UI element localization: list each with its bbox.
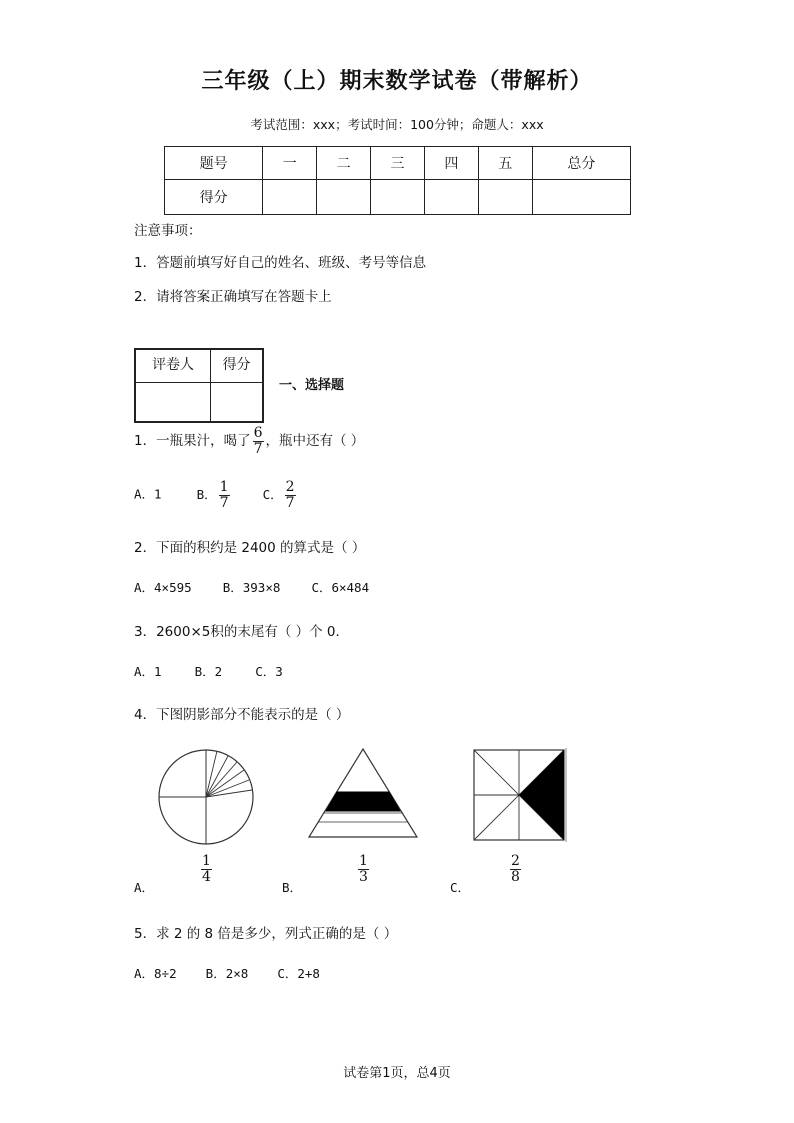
grader-cell[interactable] (135, 382, 211, 422)
denominator: 8 (511, 868, 520, 885)
question-5-options (134, 964, 320, 982)
question-text: 1．一瓶果汁，喝了 (134, 433, 251, 450)
score-cell[interactable] (424, 180, 478, 215)
fraction (201, 854, 212, 884)
option-c[interactable]: C．3 (255, 664, 283, 679)
option-b-label[interactable]: B． (282, 880, 303, 895)
score-header-cell: 五 (478, 147, 532, 180)
question-2-options (134, 578, 369, 596)
score-header-cell: 二 (317, 147, 371, 180)
option-a[interactable]: A．1 (134, 486, 162, 502)
score-header-cell: 四 (424, 147, 478, 180)
score-header-cell: 一 (263, 147, 317, 180)
fraction (285, 480, 296, 510)
score-cell[interactable] (317, 180, 371, 215)
numerator: 2 (285, 479, 295, 495)
score-table (164, 146, 631, 215)
grader-score-cell[interactable] (211, 382, 263, 422)
question-2: 2．下面的积约是 2400 的算式是（ ） (134, 540, 366, 556)
note-item: 2．请将答案正确填写在答题卡上 (134, 289, 332, 305)
notes-heading: 注意事项： (134, 223, 202, 239)
numerator: 1 (359, 853, 368, 869)
numerator: 1 (219, 479, 229, 495)
score-cell[interactable] (263, 180, 317, 215)
score-cell[interactable] (371, 180, 425, 215)
score-cell[interactable] (478, 180, 532, 215)
denominator: 7 (285, 494, 295, 511)
numerator: 6 (253, 425, 263, 441)
option-b[interactable]: B．2×8 (205, 966, 249, 981)
question-3-options (134, 662, 283, 680)
note-item: 1．答题前填写好自己的姓名、班级、考号等信息 (134, 255, 427, 271)
fraction (510, 854, 521, 884)
denominator: 3 (359, 868, 368, 885)
option-c[interactable]: C．6×484 (311, 580, 370, 595)
figure-a-circle (155, 748, 259, 846)
option-a[interactable]: A．1 (134, 664, 162, 679)
numerator: 2 (511, 853, 520, 869)
grader-table (134, 348, 264, 423)
option-b[interactable] (196, 479, 232, 511)
question-3: 3．2600×5积的末尾有（ ）个 0． (134, 624, 350, 640)
option-a-fraction (199, 854, 214, 884)
option-c-label[interactable]: C． (450, 880, 471, 895)
numerator: 1 (202, 853, 211, 869)
option-c[interactable] (262, 479, 298, 511)
question-5: 5．求 2 的 8 倍是多少，列式正确的是（ ） (134, 926, 398, 942)
score-row-label: 得分 (165, 180, 263, 215)
fraction (219, 480, 230, 510)
option-b[interactable]: B．2 (194, 664, 223, 679)
grader-score-header: 得分 (211, 349, 263, 382)
denominator: 7 (219, 494, 229, 511)
figure-b-triangle (303, 745, 423, 841)
option-a[interactable]: A．8÷2 (134, 966, 177, 981)
fraction (358, 854, 369, 884)
question-4: 4．下图阴影部分不能表示的是（ ） (134, 707, 350, 723)
score-header-cell: 总分 (532, 147, 630, 180)
denominator: 7 (253, 440, 263, 457)
option-c[interactable]: C．2+8 (277, 966, 320, 981)
question-1-options (134, 480, 298, 510)
page-footer: 试卷第1页，总4页 (343, 1066, 451, 1081)
exam-info: 考试范围：xxx；考试时间：100分钟；命题人：xxx (250, 117, 544, 132)
option-b[interactable]: B．393×8 (222, 580, 281, 595)
option-label: B． (196, 486, 217, 502)
fraction (253, 426, 264, 456)
figure-c-square (472, 748, 568, 844)
grader-header: 评卷人 (135, 349, 211, 382)
question-text: ，瓶中还有（ ） (265, 433, 365, 450)
denominator: 4 (202, 868, 211, 885)
option-b-fraction (356, 854, 371, 884)
page-title: 三年级（上）期末数学试卷（带解析） (201, 69, 593, 94)
score-header-cell: 三 (371, 147, 425, 180)
question-1 (134, 426, 364, 456)
section-title: 一、选择题 (279, 378, 345, 393)
score-cell[interactable] (532, 180, 630, 215)
option-a-label[interactable]: A． (134, 880, 155, 895)
option-label: C． (262, 486, 283, 502)
option-a[interactable]: A．4×595 (134, 580, 192, 595)
option-c-fraction (508, 854, 523, 884)
score-header-cell: 题号 (165, 147, 263, 180)
